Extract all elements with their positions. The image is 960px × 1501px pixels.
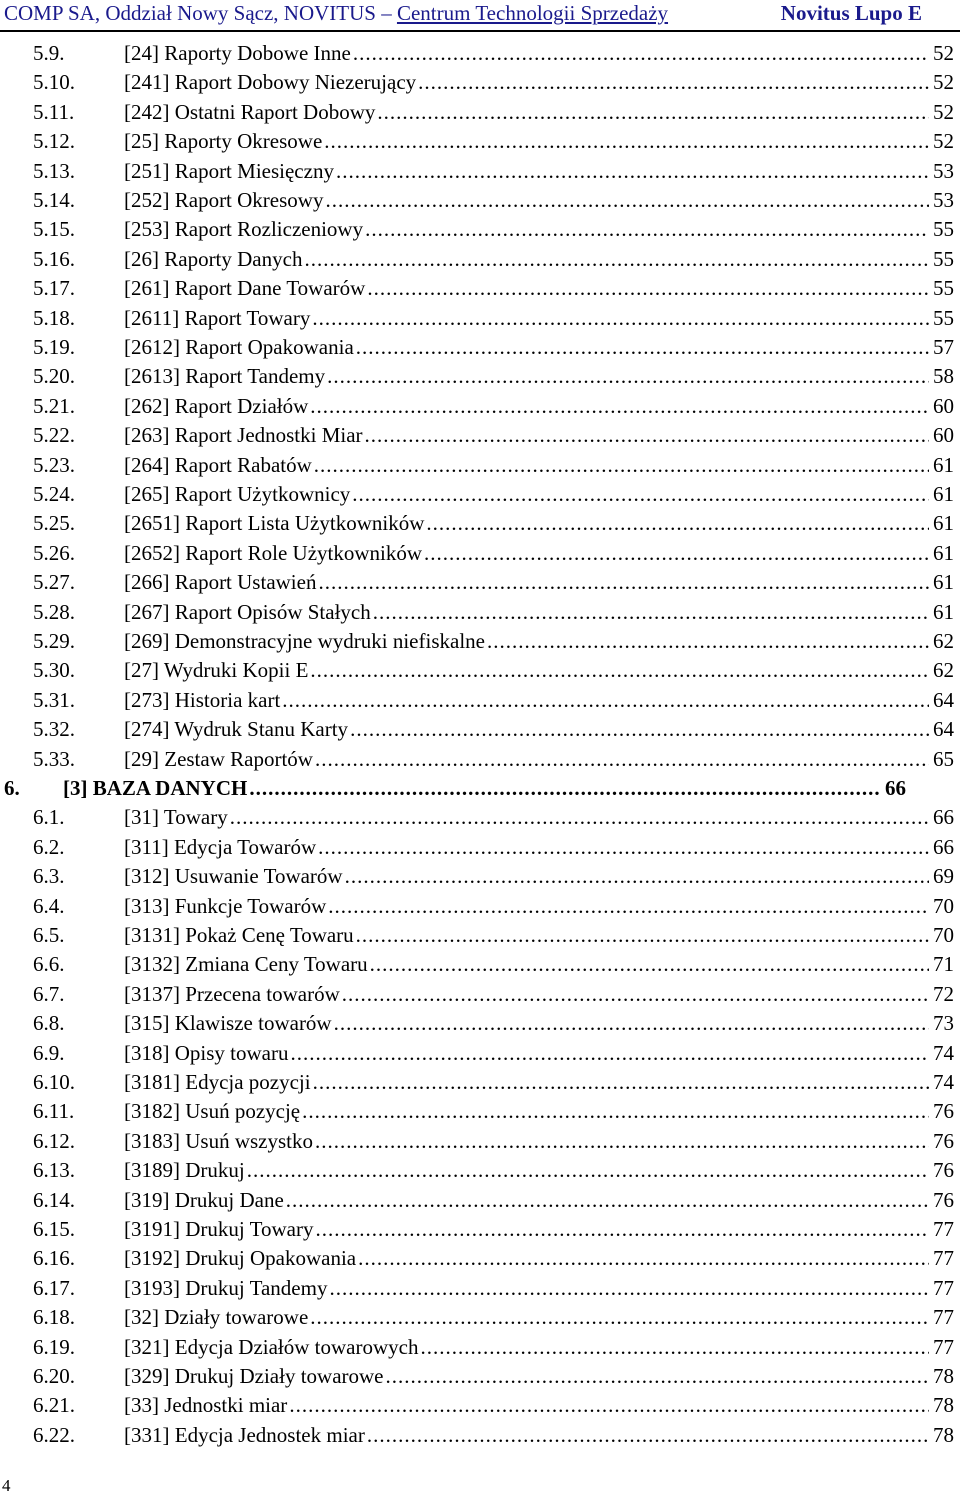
toc-entry[interactable] [0, 1156, 960, 1184]
toc-entry-title: [3192] Drukuj Opakowania [124, 1246, 357, 1271]
toc-entry-number: 6.22. [33, 1422, 75, 1447]
toc-entry-line [124, 1244, 954, 1272]
toc-entry-page: 72 [933, 981, 954, 1006]
toc-entry-line [124, 480, 954, 508]
toc-entry-title: [263] Raport Jednostki Miar [124, 423, 363, 448]
toc-entry-line [124, 1421, 954, 1449]
toc-entry-title: [2652] Raport Role Użytkowników [124, 540, 423, 565]
toc-entry-number: 5.13. [33, 158, 75, 183]
toc-dot-leader [304, 245, 929, 273]
toc-entry-title: [2611] Raport Towary [124, 305, 311, 330]
toc-dot-leader [426, 509, 929, 537]
toc-entry-number: 6.9. [33, 1040, 65, 1065]
toc-entry-line [124, 686, 954, 714]
toc-entry-title: [262] Raport Działów [124, 393, 309, 418]
toc-dot-leader [365, 421, 929, 449]
toc-entry-number: 5.20. [33, 364, 75, 389]
toc-entry-page: 73 [933, 1011, 954, 1036]
toc-entry-line [124, 1097, 954, 1125]
toc-entry-line [124, 1362, 954, 1390]
toc-entry[interactable] [0, 539, 960, 567]
toc-entry-line [124, 921, 954, 949]
toc-entry-page: 52 [933, 70, 954, 95]
toc-entry-number: 6.11. [33, 1099, 75, 1124]
toc-dot-leader [345, 862, 929, 890]
toc-entry[interactable] [0, 186, 960, 214]
page-number: 4 [2, 1476, 11, 1495]
header-company: COMP SA, Oddział Nowy Sącz, NOVITUS [4, 1, 376, 25]
toc-entry-page: 55 [933, 246, 954, 271]
toc-entry[interactable] [0, 833, 960, 861]
toc-entry-line [124, 833, 954, 861]
toc-entry[interactable] [0, 656, 960, 684]
toc-entry[interactable] [0, 1068, 960, 1096]
toc-entry-title: [321] Edycja Działów towarowych [124, 1334, 419, 1359]
toc-entry[interactable] [0, 333, 960, 361]
toc-entry[interactable] [0, 215, 960, 243]
toc-entry-page: 77 [933, 1217, 954, 1241]
toc-entry-page: 61 [933, 482, 954, 506]
toc-dot-leader [247, 1156, 929, 1184]
toc-dot-leader [230, 803, 929, 831]
toc-entry-number: 5.30. [33, 658, 75, 683]
toc-entry-line [124, 509, 954, 537]
toc-entry-number: 6. [4, 776, 20, 800]
toc-entry-page: 66 [885, 776, 906, 800]
toc-entry-page: 78 [933, 1393, 954, 1418]
toc-entry-title: [269] Demonstracyjne wydruki niefiskalne [124, 629, 485, 653]
toc-entry-line [124, 68, 954, 96]
toc-entry-number: 5.16. [33, 246, 75, 271]
toc-entry-title: [3183] Usuń wszystko [124, 1128, 313, 1153]
toc-entry-page: 74 [933, 1040, 954, 1065]
toc-entry-number: 6.15. [33, 1217, 75, 1241]
toc-dot-leader [365, 215, 929, 243]
toc-entry-line [124, 1186, 954, 1214]
toc-entry-title: [318] Opisy towaru [124, 1040, 289, 1065]
toc-entry[interactable] [0, 362, 960, 390]
toc-entry-title: [33] Jednostki miar [124, 1393, 288, 1418]
toc-entry-line [124, 568, 954, 596]
toc-entry-line [124, 862, 954, 890]
toc-dot-leader [327, 362, 929, 390]
toc-entry-number: 5.18. [33, 305, 75, 330]
toc-entry-number: 6.8. [33, 1011, 65, 1036]
toc-dot-leader [315, 745, 929, 773]
toc-entry-title: [265] Raport Użytkownicy [124, 482, 351, 506]
toc-entry-number: 6.6. [33, 952, 65, 977]
toc-entry-line [124, 245, 954, 273]
toc-entry[interactable] [0, 568, 960, 596]
toc-entry-line [124, 1156, 954, 1184]
toc-entry-number: 6.17. [33, 1275, 75, 1300]
toc-entry-page: 78 [933, 1364, 954, 1388]
toc-entry-line [124, 892, 954, 920]
toc-entry-page: 61 [933, 511, 954, 536]
toc-entry-number: 5.17. [33, 276, 75, 301]
page-header [0, 0, 960, 30]
toc-entry-page: 62 [933, 629, 954, 653]
toc-entry-title: [3137] Przecena towarów [124, 981, 340, 1006]
toc-entry[interactable] [0, 1421, 960, 1449]
toc-entry-page: 76 [933, 1128, 954, 1153]
toc-entry-page: 61 [933, 452, 954, 477]
toc-entry-number: 6.2. [33, 834, 65, 859]
toc-dot-leader [356, 921, 929, 949]
toc-entry-title: [311] Edycja Towarów [124, 834, 317, 859]
toc-entry-line [124, 1215, 954, 1243]
toc-entry[interactable] [0, 157, 960, 185]
toc-dot-leader [310, 392, 929, 420]
toc-entry-title: [319] Drukuj Dane [124, 1187, 284, 1212]
toc-entry[interactable] [0, 1097, 960, 1125]
toc-entry-page: 58 [933, 364, 954, 389]
toc-entry-number: 5.12. [33, 129, 75, 154]
toc-entry[interactable] [0, 1333, 960, 1361]
toc-dot-leader [350, 715, 929, 743]
toc-dot-leader [302, 1097, 929, 1125]
toc-entry[interactable] [0, 274, 960, 302]
header-company-line [4, 1, 668, 26]
toc-entry-line [124, 274, 954, 302]
toc-entry-line [124, 215, 954, 243]
toc-entry-page: 70 [933, 893, 954, 918]
toc-entry-title: [315] Klawisze towarów [124, 1011, 332, 1036]
toc-entry[interactable] [0, 892, 960, 920]
toc-entry-number: 6.1. [33, 805, 65, 830]
toc-entry-number: 5.14. [33, 188, 75, 212]
toc-entry-title: [31] Towary [124, 805, 228, 830]
toc-entry-number: 5.28. [33, 599, 75, 624]
toc-entry-number: 6.19. [33, 1334, 75, 1359]
toc-entry[interactable] [0, 627, 960, 655]
toc-dot-leader [367, 274, 929, 302]
toc-dot-leader [424, 539, 929, 567]
toc-entry[interactable] [0, 39, 960, 67]
toc-entry-page: 52 [933, 99, 954, 124]
toc-entry[interactable] [0, 1391, 960, 1419]
toc-entry-page: 78 [933, 1422, 954, 1447]
toc-entry-title: [266] Raport Ustawień [124, 570, 317, 595]
toc-entry-title: [313] Funkcje Towarów [124, 893, 327, 918]
toc-entry-title: [2612] Raport Opakowania [124, 335, 354, 359]
toc-entry-line [124, 1333, 954, 1361]
toc-entry-page: 62 [933, 658, 954, 683]
toc-entry-line [124, 1009, 954, 1037]
toc-entry-number: 5.31. [33, 687, 75, 712]
toc-entry-number: 5.25. [33, 511, 75, 536]
toc-entry-number: 6.13. [33, 1158, 75, 1183]
toc-entry-page: 76 [933, 1187, 954, 1212]
toc-entry[interactable] [0, 421, 960, 449]
toc-entry-number: 6.7. [33, 981, 65, 1006]
toc-entry-number: 5.26. [33, 540, 75, 565]
toc-dot-leader [358, 1244, 929, 1272]
toc-entry-title: [26] Raporty Danych [124, 246, 303, 271]
toc-entry[interactable] [0, 1009, 960, 1037]
toc-entry-number: 6.10. [33, 1070, 75, 1094]
toc-dot-leader [325, 186, 929, 214]
toc-entry[interactable] [0, 245, 960, 273]
toc-entry[interactable] [0, 1362, 960, 1390]
toc-entry-line [124, 539, 954, 567]
toc-entry-page: 60 [933, 423, 954, 448]
toc-dot-leader [352, 480, 929, 508]
toc-entry-title: [264] Raport Rabatów [124, 452, 312, 477]
toc-entry-line [124, 1039, 954, 1067]
toc-entry-line [124, 1391, 954, 1419]
toc-dot-leader [289, 1391, 929, 1419]
toc-entry[interactable] [0, 745, 960, 773]
toc-dot-leader [377, 98, 929, 126]
toc-entry-title: [251] Raport Miesięczny [124, 158, 334, 183]
toc-entry-page: 55 [933, 217, 954, 242]
toc-entry-title: [29] Zestaw Raportów [124, 746, 313, 771]
toc-entry-page: 60 [933, 393, 954, 418]
toc-entry-line [124, 157, 954, 185]
toc-dot-leader [324, 127, 929, 155]
toc-dot-leader [312, 304, 929, 332]
toc-entry-number: 5.15. [33, 217, 75, 242]
toc-entry-line [124, 362, 954, 390]
header-divider [0, 30, 960, 32]
toc-dot-leader [334, 1009, 929, 1037]
toc-entry[interactable] [0, 598, 960, 626]
toc-entry-number: 6.14. [33, 1187, 75, 1212]
toc-entry-title: [25] Raporty Okresowe [124, 129, 323, 154]
toc-entry-page: 76 [933, 1158, 954, 1183]
toc-entry-title: [274] Wydruk Stanu Karty [124, 717, 349, 742]
toc-entry[interactable] [0, 1186, 960, 1214]
toc-entry-line [124, 656, 954, 684]
toc-dot-leader [420, 1333, 929, 1361]
toc-entry[interactable] [0, 1244, 960, 1272]
toc-entry-number: 6.18. [33, 1305, 75, 1330]
toc-entry-page: 55 [933, 276, 954, 301]
toc-entry-number: 5.24. [33, 482, 75, 506]
toc-entry-title: [3181] Edycja pozycji [124, 1070, 311, 1094]
toc-entry-number: 5.32. [33, 717, 75, 742]
toc-chapter-entry[interactable] [0, 774, 960, 802]
toc-entry-line [124, 39, 954, 67]
toc-entry[interactable] [0, 392, 960, 420]
toc-entry-line [124, 392, 954, 420]
toc-dot-leader [315, 1127, 929, 1155]
toc-entry-line [124, 715, 954, 743]
toc-entry-title: [2613] Raport Tandemy [124, 364, 326, 389]
toc-entry[interactable] [0, 803, 960, 831]
toc-dot-leader [286, 1186, 929, 1214]
toc-entry-page: 64 [933, 687, 954, 712]
toc-entry-page: 74 [933, 1070, 954, 1094]
toc-entry[interactable] [0, 68, 960, 96]
toc-entry-title: [242] Ostatni Raport Dobowy [124, 99, 376, 124]
toc-entry[interactable] [0, 921, 960, 949]
toc-dot-leader [329, 1274, 929, 1302]
toc-entry-line [124, 1068, 954, 1096]
toc-entry[interactable] [0, 1303, 960, 1331]
toc-entry-title: [3131] Pokaż Cenę Towaru [124, 923, 354, 947]
toc-dot-leader [314, 451, 929, 479]
toc-entry-line [124, 745, 954, 773]
toc-entry-page: 57 [933, 335, 954, 359]
toc-entry[interactable] [0, 980, 960, 1008]
toc-dot-leader [373, 598, 929, 626]
toc-dot-leader [386, 1362, 929, 1390]
toc-entry-page: 61 [933, 570, 954, 595]
toc-dot-leader [318, 568, 929, 596]
toc-dot-leader [353, 39, 929, 67]
toc-entry-page: 77 [933, 1246, 954, 1271]
toc-entry[interactable] [0, 1039, 960, 1067]
toc-entry-title: [273] Historia kart [124, 687, 281, 712]
toc-entry-number: 5.22. [33, 423, 75, 448]
toc-entry-line [63, 774, 906, 802]
toc-dot-leader [356, 333, 929, 361]
toc-entry[interactable] [0, 451, 960, 479]
toc-entry[interactable] [0, 480, 960, 508]
toc-entry-number: 5.19. [33, 335, 75, 359]
toc-entry-page: 52 [933, 129, 954, 154]
toc-entry[interactable] [0, 715, 960, 743]
toc-dot-leader [249, 774, 881, 802]
header-dash: – [375, 1, 397, 25]
toc-entry-line [124, 803, 954, 831]
toc-entry-title: [3189] Drukuj [124, 1158, 245, 1183]
toc-entry-line [124, 1274, 954, 1302]
toc-entry-title: [2651] Raport Lista Użytkowników [124, 511, 425, 536]
toc-entry[interactable] [0, 509, 960, 537]
toc-entry-line [124, 980, 954, 1008]
toc-entry-page: 64 [933, 717, 954, 742]
toc-entry-line [124, 421, 954, 449]
toc-entry-title: [3132] Zmiana Ceny Towaru [124, 952, 368, 977]
toc-entry-page: 76 [933, 1099, 954, 1124]
toc-entry[interactable] [0, 304, 960, 332]
toc-entry-page: 70 [933, 923, 954, 947]
toc-entry-page: 55 [933, 305, 954, 330]
toc-entry-number: 5.11. [33, 99, 75, 124]
toc-entry-page: 53 [933, 188, 954, 212]
toc-dot-leader [315, 1215, 929, 1243]
toc-entry[interactable] [0, 686, 960, 714]
header-product: Novitus Lupo E [780, 1, 922, 25]
toc-entry-title: [241] Raport Dobowy Niezerujący [124, 70, 417, 95]
toc-entry[interactable] [0, 1274, 960, 1302]
toc-entry-title: [3193] Drukuj Tandemy [124, 1275, 328, 1300]
toc-dot-leader [336, 157, 929, 185]
toc-entry-page: 53 [933, 158, 954, 183]
toc-entry-number: 6.12. [33, 1128, 75, 1153]
toc-entry-number: 6.5. [33, 923, 65, 947]
toc-dot-leader [487, 627, 929, 655]
toc-entry-number: 6.21. [33, 1393, 75, 1418]
toc-entry-number: 5.10. [33, 70, 75, 95]
toc-dot-leader [290, 1039, 929, 1067]
toc-entry-line [124, 1127, 954, 1155]
toc-entry-number: 6.16. [33, 1246, 75, 1271]
toc-entry-number: 5.33. [33, 746, 75, 771]
toc-entry-title: [3] BAZA DANYCH [63, 776, 248, 800]
toc-entry-page: 66 [933, 834, 954, 859]
toc-entry-number: 5.9. [33, 41, 65, 65]
toc-entry-line [124, 127, 954, 155]
toc-entry-page: 77 [933, 1334, 954, 1359]
toc-entry[interactable] [0, 950, 960, 978]
toc-entry-number: 5.21. [33, 393, 75, 418]
toc-entry-page: 69 [933, 864, 954, 889]
toc-entry-page: 71 [933, 952, 954, 977]
toc-entry-page: 77 [933, 1275, 954, 1300]
toc-entry[interactable] [0, 98, 960, 126]
toc-entry[interactable] [0, 1215, 960, 1243]
toc-entry-page: 61 [933, 540, 954, 565]
toc-entry-page: 52 [933, 41, 954, 65]
toc-entry-line [124, 598, 954, 626]
toc-entry-line [124, 186, 954, 214]
header-center-name: Centrum Technologii Sprzedaży [396, 1, 669, 25]
toc-dot-leader [370, 950, 929, 978]
toc-entry-title: [253] Raport Rozliczeniowy [124, 217, 364, 242]
toc-dot-leader [418, 68, 929, 96]
toc-entry[interactable] [0, 862, 960, 890]
toc-dot-leader [282, 686, 929, 714]
toc-entry-number: 6.20. [33, 1364, 75, 1388]
toc-entry-page: 65 [933, 746, 954, 771]
toc-dot-leader [328, 892, 929, 920]
toc-dot-leader [342, 980, 929, 1008]
toc-dot-leader [367, 1421, 929, 1449]
toc-entry-line [124, 451, 954, 479]
toc-entry-page: 61 [933, 599, 954, 624]
toc-entry-title: [329] Drukuj Działy towarowe [124, 1364, 384, 1388]
toc-entry-line [124, 950, 954, 978]
toc-entry-number: 5.29. [33, 629, 75, 653]
toc-dot-leader [310, 1303, 929, 1331]
toc-entry-title: [261] Raport Dane Towarów [124, 276, 366, 301]
toc-entry-number: 6.3. [33, 864, 65, 889]
toc-entry-page: 66 [933, 805, 954, 830]
toc-entry-title: [27] Wydruki Kopii E [124, 658, 309, 683]
toc-entry-line [124, 333, 954, 361]
toc-entry-number: 5.23. [33, 452, 75, 477]
toc-entry-title: [312] Usuwanie Towarów [124, 864, 343, 889]
toc-entry-number: 6.4. [33, 893, 65, 918]
toc-entry-line [124, 98, 954, 126]
toc-entry-line [124, 304, 954, 332]
toc-entry-title: [3182] Usuń pozycję [124, 1099, 301, 1124]
toc-entry-title: [32] Działy towarowe [124, 1305, 309, 1330]
toc-entry-line [124, 627, 954, 655]
toc-entry[interactable] [0, 127, 960, 155]
toc-entry-title: [3191] Drukuj Towary [124, 1217, 314, 1241]
toc-entry[interactable] [0, 1127, 960, 1155]
toc-entry-title: [24] Raporty Dobowe Inne [124, 41, 351, 65]
toc-entry-number: 5.27. [33, 570, 75, 595]
toc-dot-leader [310, 656, 929, 684]
toc-entry-line [124, 1303, 954, 1331]
toc-entry-page: 77 [933, 1305, 954, 1330]
toc-entry-title: [267] Raport Opisów Stałych [124, 599, 371, 624]
toc-entry-title: [252] Raport Okresowy [124, 188, 324, 212]
toc-dot-leader [313, 1068, 929, 1096]
toc-entry-title: [331] Edycja Jednostek miar [124, 1422, 365, 1447]
toc-dot-leader [318, 833, 929, 861]
